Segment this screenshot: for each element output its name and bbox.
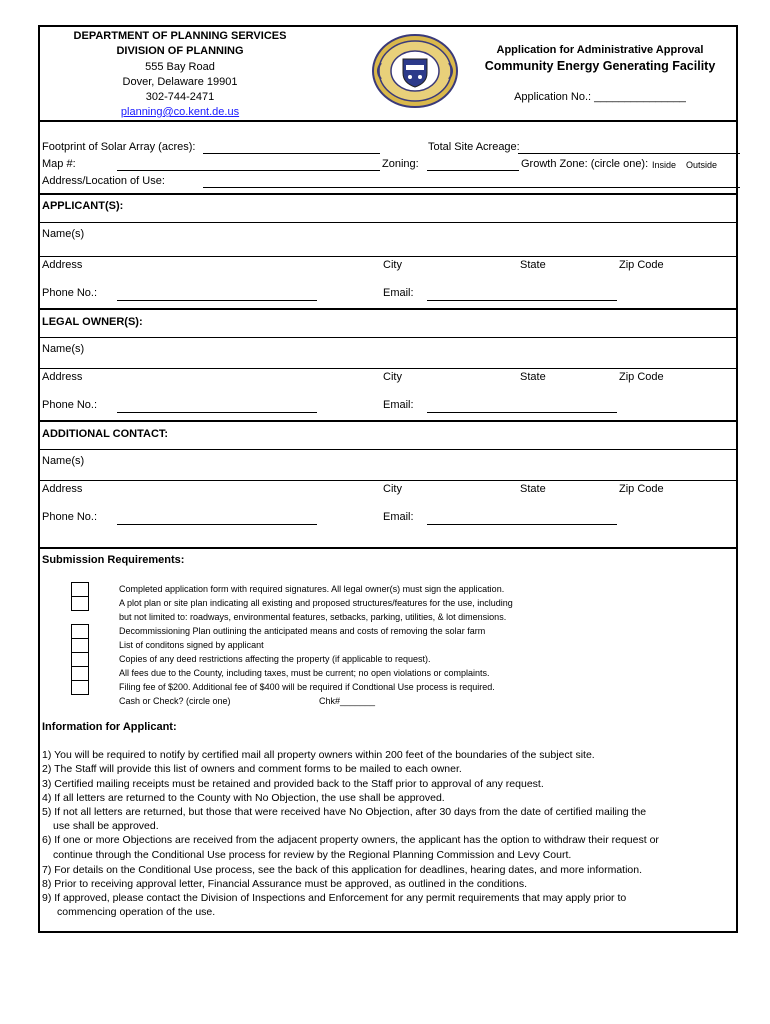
payment-method-label: Cash or Check? (circle one): [119, 696, 231, 706]
applicant-phone-label: Phone No.:: [42, 287, 98, 299]
growth-inside-option[interactable]: Inside: [652, 160, 677, 170]
info-item-continued: commencing operation of the use.: [57, 906, 216, 918]
requirement-item: All fees due to the County, including taxes, must be current; no open violations or complaints.: [119, 668, 490, 678]
applicant-email-label: Email:: [383, 287, 414, 299]
owner-city-label: City: [383, 371, 402, 383]
divider: [40, 337, 736, 338]
owner-phone-label: Phone No.:: [42, 399, 98, 411]
owner-state-label: State: [520, 371, 546, 383]
applicant-city-label: City: [383, 259, 402, 271]
zoning-label: Zoning:: [382, 158, 419, 170]
applicant-names-field[interactable]: [40, 256, 736, 257]
checkbox-completed-form[interactable]: [71, 582, 89, 597]
divider: [40, 547, 736, 549]
info-item: 9) If approved, please contact the Division of Inspections and Enforcement for any permit requirements that may apply prior to: [42, 892, 627, 904]
contact-names-label: Name(s): [42, 455, 85, 467]
application-number[interactable]: Application No.: _______________: [514, 91, 686, 103]
requirement-item: Copies of any deed restrictions affecting the property (if applicable to request).: [119, 654, 431, 664]
contact-names-field[interactable]: [40, 480, 736, 481]
street-address: 555 Bay Road: [145, 61, 215, 73]
requirement-item: A plot plan or site plan indicating all existing and proposed structures/features for the use, including: [119, 598, 513, 608]
growth-outside-option[interactable]: Outside: [686, 160, 718, 170]
email-link-wrap: [40, 106, 320, 118]
contact-phone-field[interactable]: [117, 524, 317, 525]
owner-email-field[interactable]: [427, 412, 617, 413]
divider: [40, 222, 736, 223]
contact-section-title: ADDITIONAL CONTACT:: [42, 428, 169, 440]
address-location-field[interactable]: [203, 187, 740, 188]
requirement-item: Decommissioning Plan outlining the anticipated means and costs of removing the solar farm: [119, 626, 486, 636]
info-item: 7) For details on the Conditional Use process, see the back of this application for deadlines, hearing dates, and more information.: [42, 864, 643, 876]
divider: [40, 420, 736, 422]
map-label: Map #:: [42, 158, 76, 170]
phone-number: 302-744-2471: [145, 91, 215, 103]
growth-zone-label: Growth Zone: (circle one):: [521, 158, 649, 170]
owner-names-label: Name(s): [42, 343, 85, 355]
checkbox-fees-current[interactable]: [71, 666, 89, 681]
address-location-label: Address/Location of Use:: [42, 175, 165, 187]
footprint-field[interactable]: [203, 153, 380, 154]
checkbox-plot-plan[interactable]: [71, 596, 89, 611]
checkbox-decommissioning[interactable]: [71, 624, 89, 639]
footprint-label: Footprint of Solar Array (acres):: [42, 141, 196, 153]
department-name: DEPARTMENT OF PLANNING SERVICES: [73, 30, 287, 42]
contact-address-label: Address: [42, 483, 83, 495]
contact-phone-label: Phone No.:: [42, 511, 98, 523]
contact-state-label: State: [520, 483, 546, 495]
facility-type: Community Energy Generating Facility: [484, 59, 716, 73]
checkbox-deed-restrictions[interactable]: [71, 652, 89, 667]
requirement-item: Completed application form with required signatures. All legal owner(s) must sign the application.: [119, 584, 505, 594]
applicant-phone-field[interactable]: [117, 300, 317, 301]
contact-zip-label: Zip Code: [619, 483, 664, 495]
divider: [40, 193, 736, 195]
info-item: 3) Certified mailing receipts must be retained and provided back to the Staff prior to approval of any request.: [42, 778, 544, 790]
requirement-item: List of conditons signed by applicant: [119, 640, 264, 650]
check-number-field[interactable]: Chk#_______: [319, 696, 376, 706]
email-link[interactable]: planning@co.kent.de.us: [120, 106, 240, 118]
divider: [40, 449, 736, 450]
divider: [40, 120, 736, 122]
owner-address-label: Address: [42, 371, 83, 383]
info-item: 5) If not all letters are returned, but those that were received have No Objection, after 30 days from the date of certified mailing the: [42, 806, 647, 818]
contact-email-label: Email:: [383, 511, 414, 523]
info-item: 6) If one or more Objections are received from the adjacent property owners, the applicant has the option to withdraw their request or: [42, 834, 659, 846]
submission-title: Submission Requirements:: [42, 554, 185, 566]
info-item: 2) The Staff will provide this list of owners and comment forms to be mailed to each owner.: [42, 763, 462, 775]
acreage-field[interactable]: [518, 153, 740, 154]
requirement-item: but not limited to: roadways, environmental features, setbacks, parking, utilities, & lot dimensions.: [119, 612, 507, 622]
info-item: 4) If all letters are returned to the County with No Objection, the use shall be approved.: [42, 792, 445, 804]
owner-section-title: LEGAL OWNER(S):: [42, 316, 143, 328]
acreage-label: Total Site Acreage:: [428, 141, 520, 153]
info-item: 8) Prior to receiving approval letter, Financial Assurance must be approved, as outlined in the conditions.: [42, 878, 528, 890]
divider: [40, 308, 736, 310]
contact-email-field[interactable]: [427, 524, 617, 525]
city-address: Dover, Delaware 19901: [122, 76, 238, 88]
application-form: [38, 25, 738, 933]
applicant-state-label: State: [520, 259, 546, 271]
owner-zip-label: Zip Code: [619, 371, 664, 383]
checkbox-filing-fee[interactable]: [71, 680, 89, 695]
county-seal-icon: [371, 33, 459, 109]
applicant-section-title: APPLICANT(S):: [42, 200, 124, 212]
owner-phone-field[interactable]: [117, 412, 317, 413]
applicant-email-field[interactable]: [427, 300, 617, 301]
info-item-continued: continue through the Conditional Use process for review by the Regional Planning Commission and Levy Court.: [53, 849, 572, 861]
checkbox-conditions[interactable]: [71, 638, 89, 653]
applicant-zip-label: Zip Code: [619, 259, 664, 271]
applicant-address-label: Address: [42, 259, 83, 271]
map-field[interactable]: [117, 170, 380, 171]
info-item: 1) You will be required to notify by certified mail all property owners within 200 feet of the boundaries of the subject site.: [42, 749, 595, 761]
owner-names-field[interactable]: [40, 368, 736, 369]
applicant-names-label: Name(s): [42, 228, 85, 240]
info-title: Information for Applicant:: [42, 721, 177, 733]
requirement-item: Filing fee of $200. Additional fee of $400 will be required if Condtional Use process is required.: [119, 682, 495, 692]
info-item-continued: use shall be approved.: [53, 820, 159, 832]
division-name: DIVISION OF PLANNING: [116, 45, 244, 57]
owner-email-label: Email:: [383, 399, 414, 411]
zoning-field[interactable]: [427, 170, 519, 171]
application-type: Application for Administrative Approval: [496, 44, 704, 56]
contact-city-label: City: [383, 483, 402, 495]
